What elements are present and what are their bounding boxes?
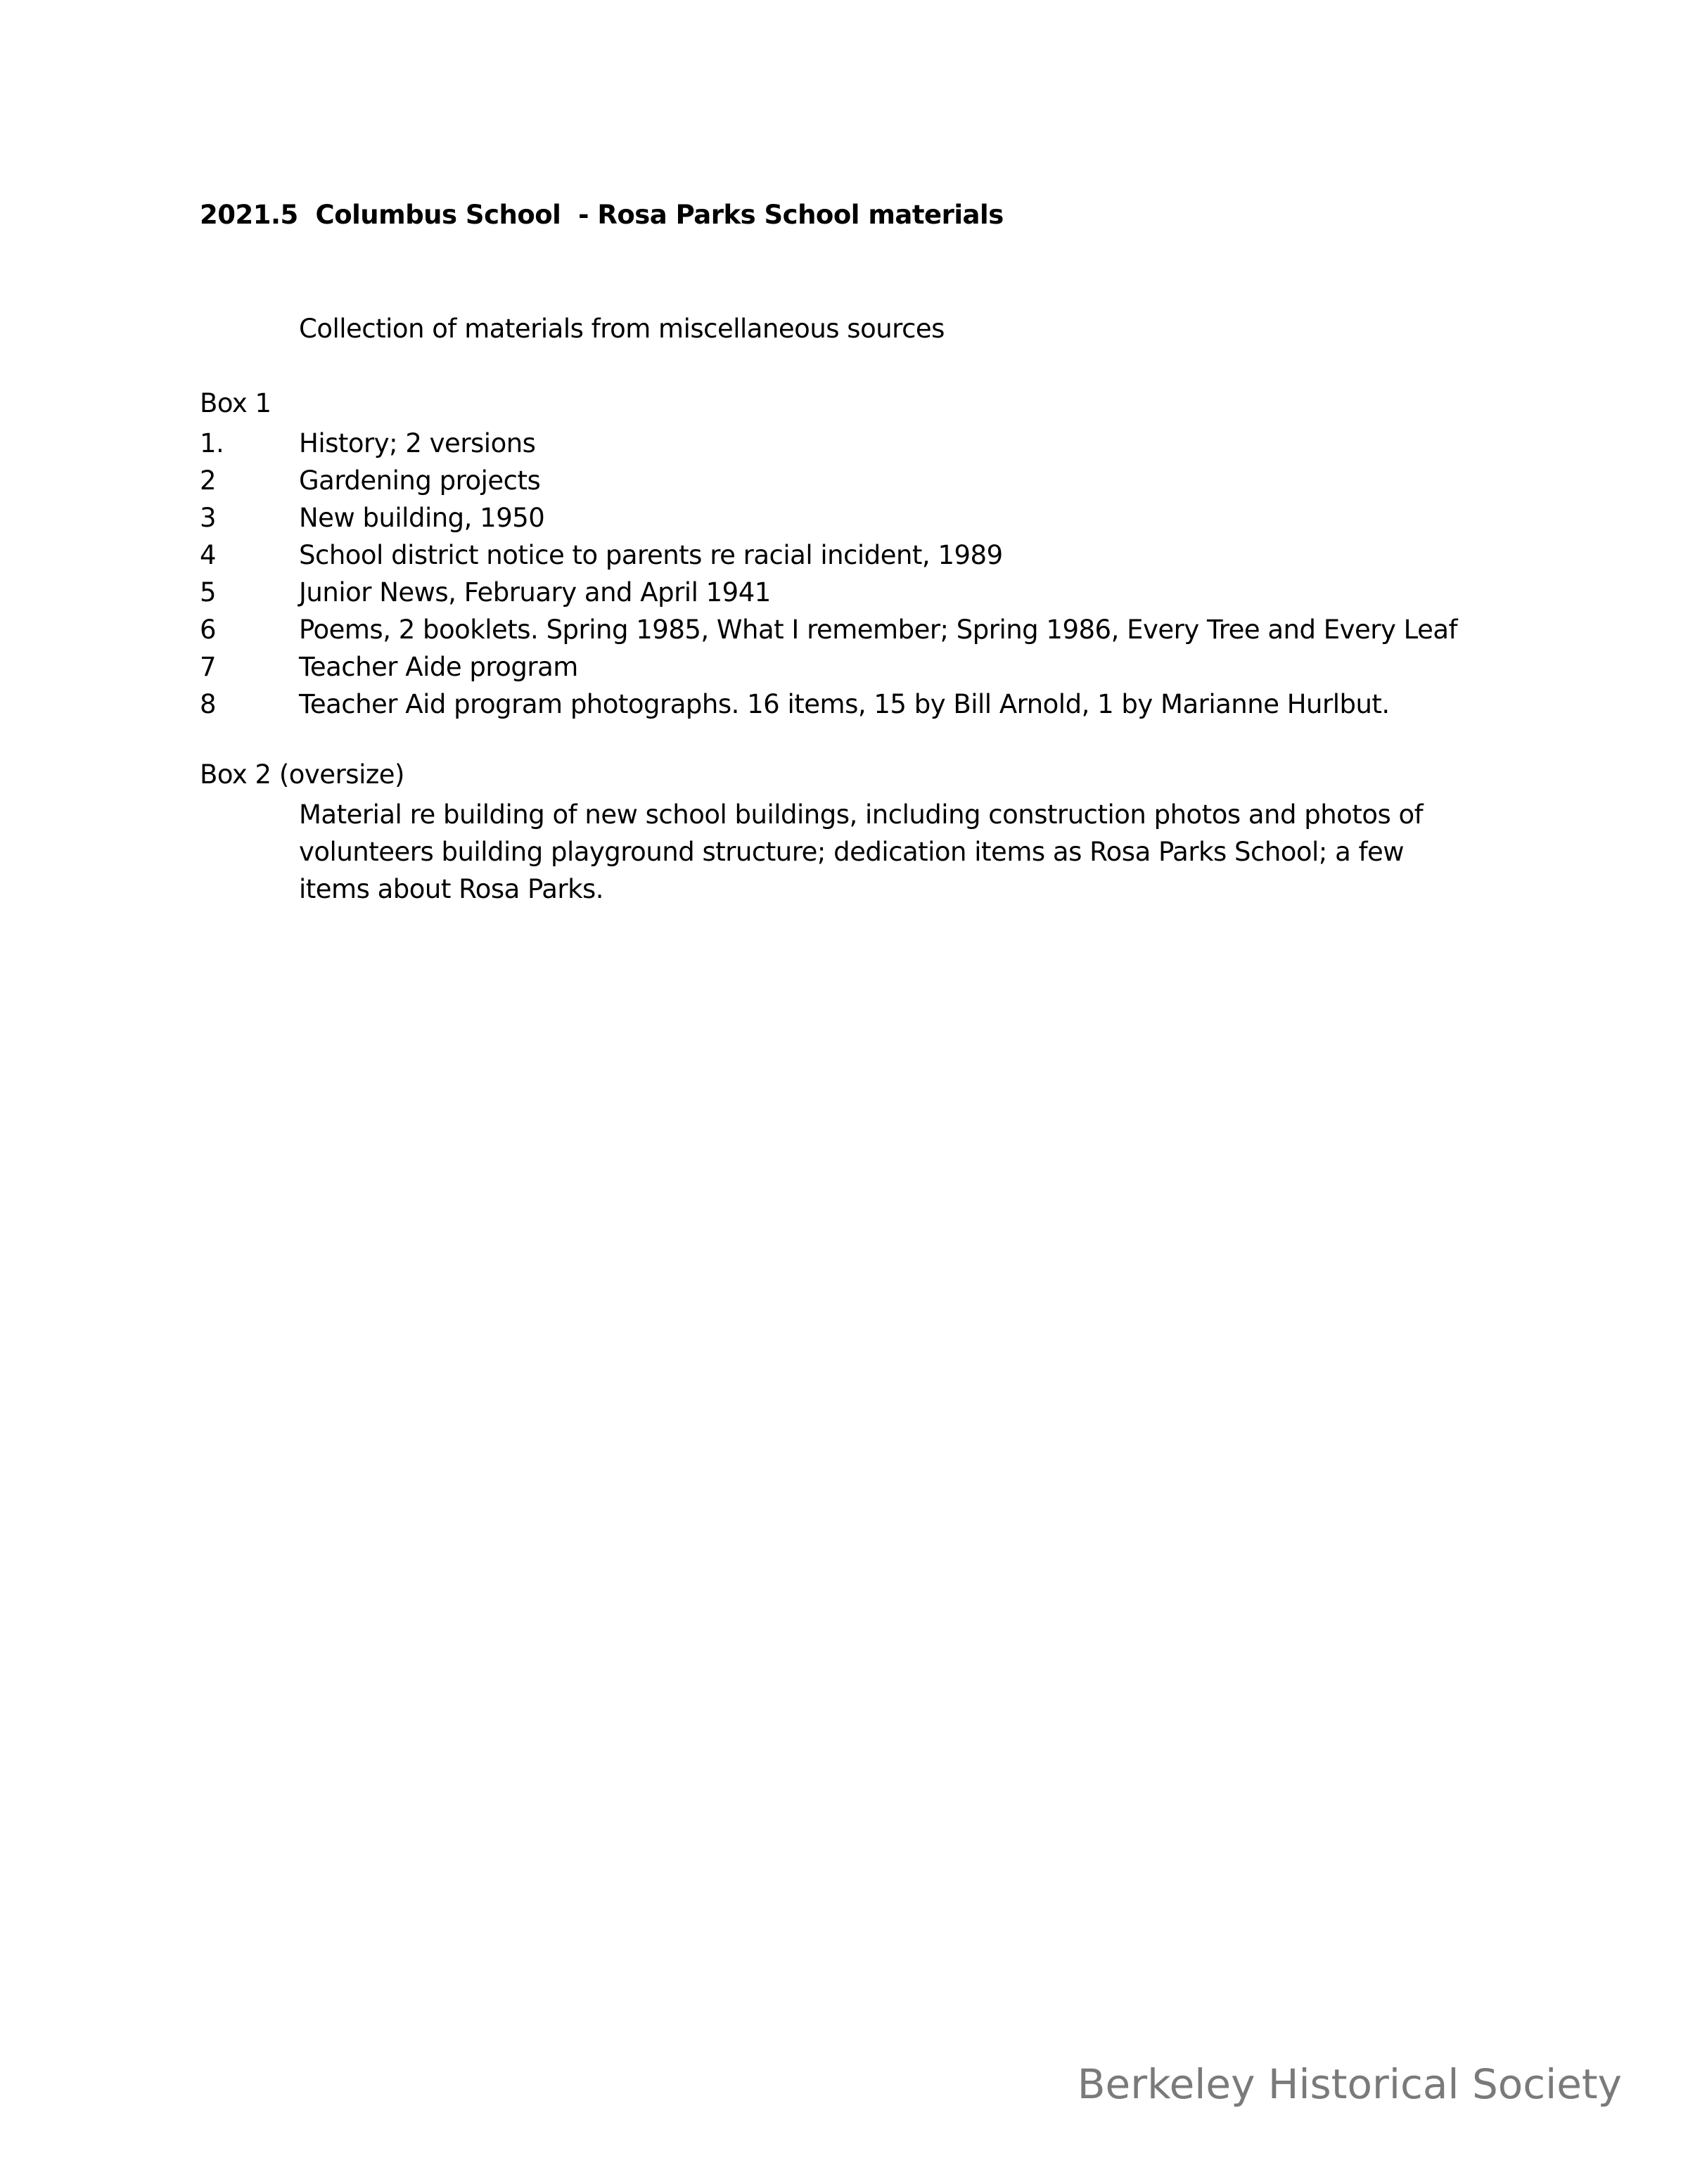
box-2-description: Material re building of new school buildings, including construction photos and photos of volunteers building playground structure; dedication items as Rosa Parks School; a few items about Rosa Parks. xyxy=(299,799,1424,904)
item-text: Teacher Aide program xyxy=(299,652,578,682)
item-number: 1. xyxy=(200,428,224,458)
document-title: 2021.5 Columbus School - Rosa Parks School materials xyxy=(200,200,1004,230)
item-number: 2 xyxy=(200,465,217,496)
item-text: School district notice to parents re racial incident, 1989 xyxy=(299,540,1003,570)
footer-organization-name: Berkeley Historical Society xyxy=(1077,2060,1622,2108)
collection-description: Collection of materials from miscellaneous sources xyxy=(299,314,945,344)
item-text: History; 2 versions xyxy=(299,428,536,458)
item-text: Gardening projects xyxy=(299,465,541,496)
list-item xyxy=(200,499,1457,537)
list-item xyxy=(200,686,1457,723)
item-number: 8 xyxy=(200,689,217,719)
item-number: 7 xyxy=(200,652,217,682)
list-item xyxy=(200,462,1457,499)
item-text: Poems, 2 booklets. Spring 1985, What I remember; Spring 1986, Every Tree and Every Leaf xyxy=(299,615,1458,645)
box-1-item-list xyxy=(200,425,1457,723)
item-text: Teacher Aid program photographs. 16 items, 15 by Bill Arnold, 1 by Marianne Hurlbut. xyxy=(299,689,1390,719)
list-item xyxy=(200,611,1457,648)
box-1-heading: Box 1 xyxy=(200,388,271,418)
list-item xyxy=(200,574,1457,611)
list-item xyxy=(200,537,1457,574)
list-item xyxy=(200,425,1457,462)
item-number: 3 xyxy=(200,503,217,533)
list-item xyxy=(200,648,1457,686)
item-text: Junior News, February and April 1941 xyxy=(299,577,771,608)
item-text: New building, 1950 xyxy=(299,503,545,533)
item-number: 4 xyxy=(200,540,217,570)
item-number: 6 xyxy=(200,615,217,645)
item-number: 5 xyxy=(200,577,217,608)
box-2-heading: Box 2 (oversize) xyxy=(200,759,404,790)
